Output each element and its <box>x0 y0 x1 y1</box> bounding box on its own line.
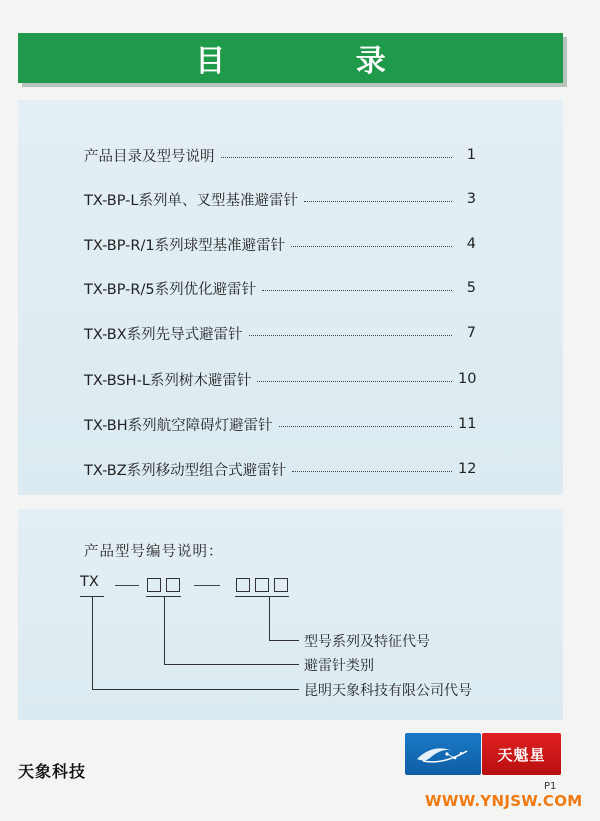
toc-leader <box>262 290 452 291</box>
label-category: 避雷针类别 <box>304 658 374 674</box>
star-swoosh-icon <box>413 739 473 769</box>
code-box <box>255 578 269 592</box>
toc-item-title: TX-BSH-L系列树木避雷针 <box>84 372 252 389</box>
toc-item-page: 1 <box>466 147 476 163</box>
toc-item-title: TX-BH系列航空障碍灯避雷针 <box>84 417 273 434</box>
leader-category-h <box>164 664 299 665</box>
toc-item-page: 7 <box>466 325 476 341</box>
code-dash <box>194 585 220 586</box>
bracket-series <box>235 596 289 597</box>
toc-item-page: 3 <box>466 191 476 207</box>
code-dash <box>115 585 139 586</box>
code-box <box>147 578 161 592</box>
toc-leader <box>292 471 452 472</box>
toc-item-title: TX-BP-R/1系列球型基准避雷针 <box>84 237 286 254</box>
toc-leader <box>221 157 453 158</box>
toc-item-title: 产品目录及型号说明 <box>84 148 215 165</box>
toc-leader <box>257 381 452 382</box>
toc-item-title: TX-BP-R/5系列优化避雷针 <box>84 281 257 298</box>
brand-name: 天象科技 <box>18 762 87 781</box>
leader-prefix-h <box>92 689 299 690</box>
label-series: 型号系列及特征代号 <box>304 634 430 650</box>
toc-item-title: TX-BX系列先导式避雷针 <box>84 326 243 343</box>
toc-leader <box>291 246 452 247</box>
toc-item-page: 11 <box>458 416 477 432</box>
code-box <box>236 578 250 592</box>
logo-text: 天魁星 <box>497 745 546 764</box>
code-prefix: TX <box>80 574 99 590</box>
leader-prefix-v <box>92 596 93 690</box>
code-box <box>166 578 180 592</box>
code-box <box>274 578 288 592</box>
page-title: 目 录 <box>195 44 446 79</box>
toc-item-page: 5 <box>466 280 476 296</box>
logo-emblem <box>405 733 481 775</box>
title-bar <box>18 33 563 83</box>
page-number: P1 <box>544 781 557 792</box>
toc-item-page: 12 <box>458 461 477 477</box>
site-watermark: WWW.YNJSW.COM <box>425 792 583 810</box>
toc-leader <box>304 201 452 202</box>
toc-item[interactable] <box>84 144 476 166</box>
leader-series-v <box>269 596 270 641</box>
leader-series-h <box>269 640 299 641</box>
toc-item[interactable] <box>84 188 476 210</box>
toc-item[interactable] <box>84 233 476 255</box>
leader-category-v <box>164 596 165 665</box>
toc-item[interactable] <box>84 277 476 299</box>
toc-item[interactable] <box>84 368 476 390</box>
toc-item-title: TX-BP-L系列单、叉型基准避雷针 <box>84 192 298 209</box>
label-company: 昆明天象科技有限公司代号 <box>304 683 472 699</box>
toc-item-title: TX-BZ系列移动型组合式避雷针 <box>84 462 287 479</box>
toc-item[interactable] <box>84 322 476 344</box>
toc-leader <box>279 426 452 427</box>
toc-leader <box>249 335 452 336</box>
logo-wordmark <box>482 733 561 775</box>
toc-item-page: 10 <box>458 371 477 387</box>
code-heading: 产品型号编号说明： <box>84 544 224 560</box>
toc-item[interactable] <box>84 458 476 480</box>
toc-item-page: 4 <box>466 236 476 252</box>
toc-item[interactable] <box>84 413 476 435</box>
